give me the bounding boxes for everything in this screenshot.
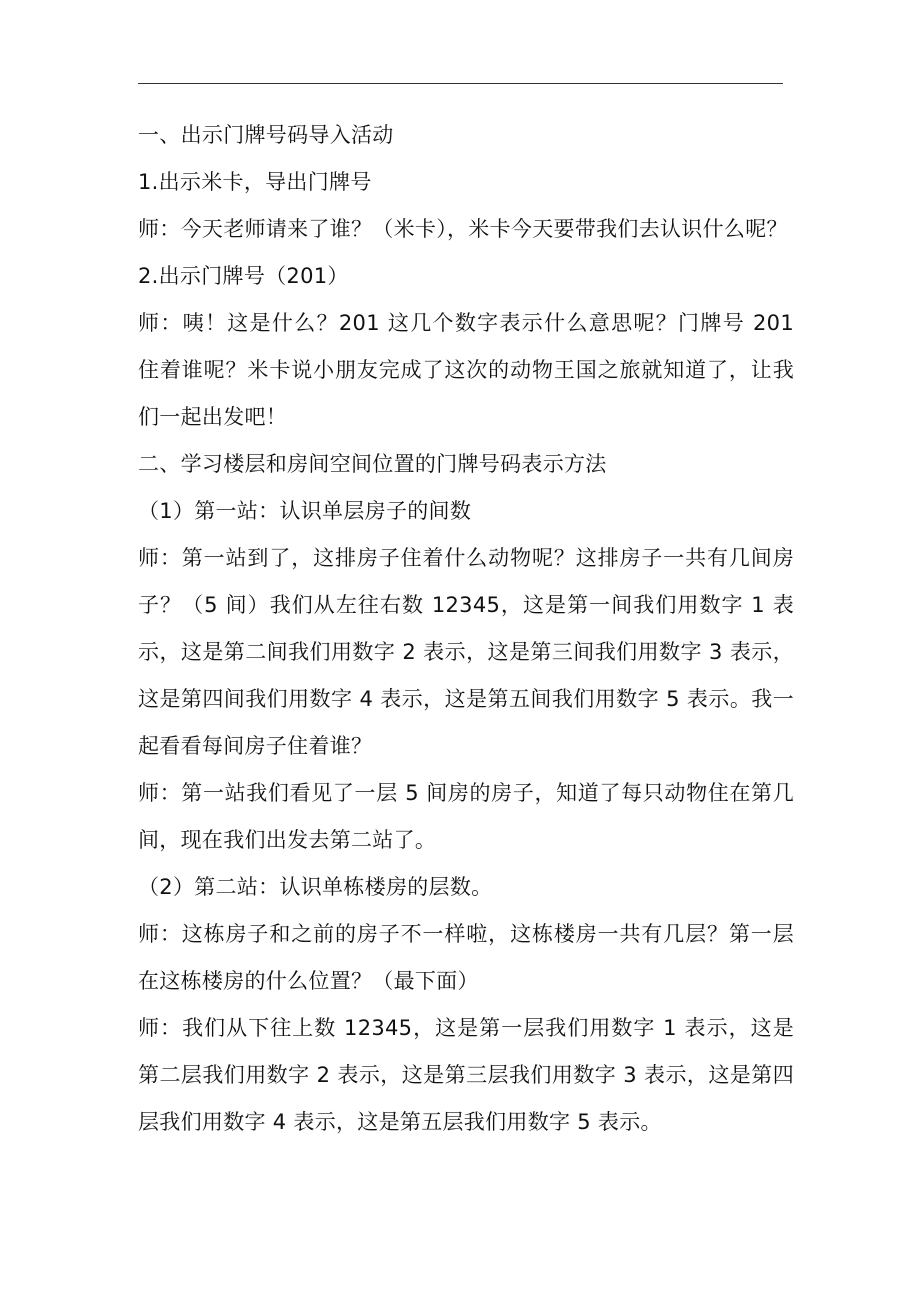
step-heading: 2.出示门牌号（201） [138, 264, 349, 288]
station-heading: （1）第一站：认识单层房子的间数 [138, 499, 472, 523]
body-paragraph: 师：第一站我们看见了一层 5 间房的房子，知道了每只动物住在第几间，现在我们出发去第二站了。 [138, 781, 794, 852]
document-body [138, 112, 794, 1146]
section-heading: 二、学习楼层和房间空间位置的门牌号码表示方法 [138, 452, 607, 476]
station-heading: （2）第二站：认识单栋楼房的层数。 [138, 875, 493, 899]
body-paragraph: 师：咦！这是什么？201 这几个数字表示什么意思呢？门牌号 201 住着谁呢？米卡说小朋友完成了这次的动物王国之旅就知道了，让我们一起出发吧！ [138, 311, 794, 429]
body-paragraph: 师：这栋房子和之前的房子不一样啦，这栋楼房一共有几层？第一层在这栋楼房的什么位置？（最下面） [138, 922, 794, 993]
header-rule [138, 83, 783, 84]
step-heading: 1.出示米卡，导出门牌号 [138, 170, 372, 194]
section-heading: 一、出示门牌号码导入活动 [138, 123, 394, 147]
body-paragraph: 师：第一站到了，这排房子住着什么动物呢？这排房子一共有几间房子？（5 间）我们从左往右数 12345，这是第一间我们用数字 1 表示，这是第二间我们用数字 2 表示，这是第三间我们用数字 3 表示，这是第四间我们用数字 4 表示，这是第五间我们用数字 5 表示。我一起看看每间房子住着谁？ [138, 546, 794, 758]
body-paragraph: 师：我们从下往上数 12345，这是第一层我们用数字 1 表示，这是第二层我们用数字 2 表示，这是第三层我们用数字 3 表示，这是第四层我们用数字 4 表示，这是第五层我们用数字 5 表示。 [138, 1016, 794, 1134]
body-paragraph: 师：今天老师请来了谁？（米卡），米卡今天要带我们去认识什么呢？ [138, 217, 788, 241]
